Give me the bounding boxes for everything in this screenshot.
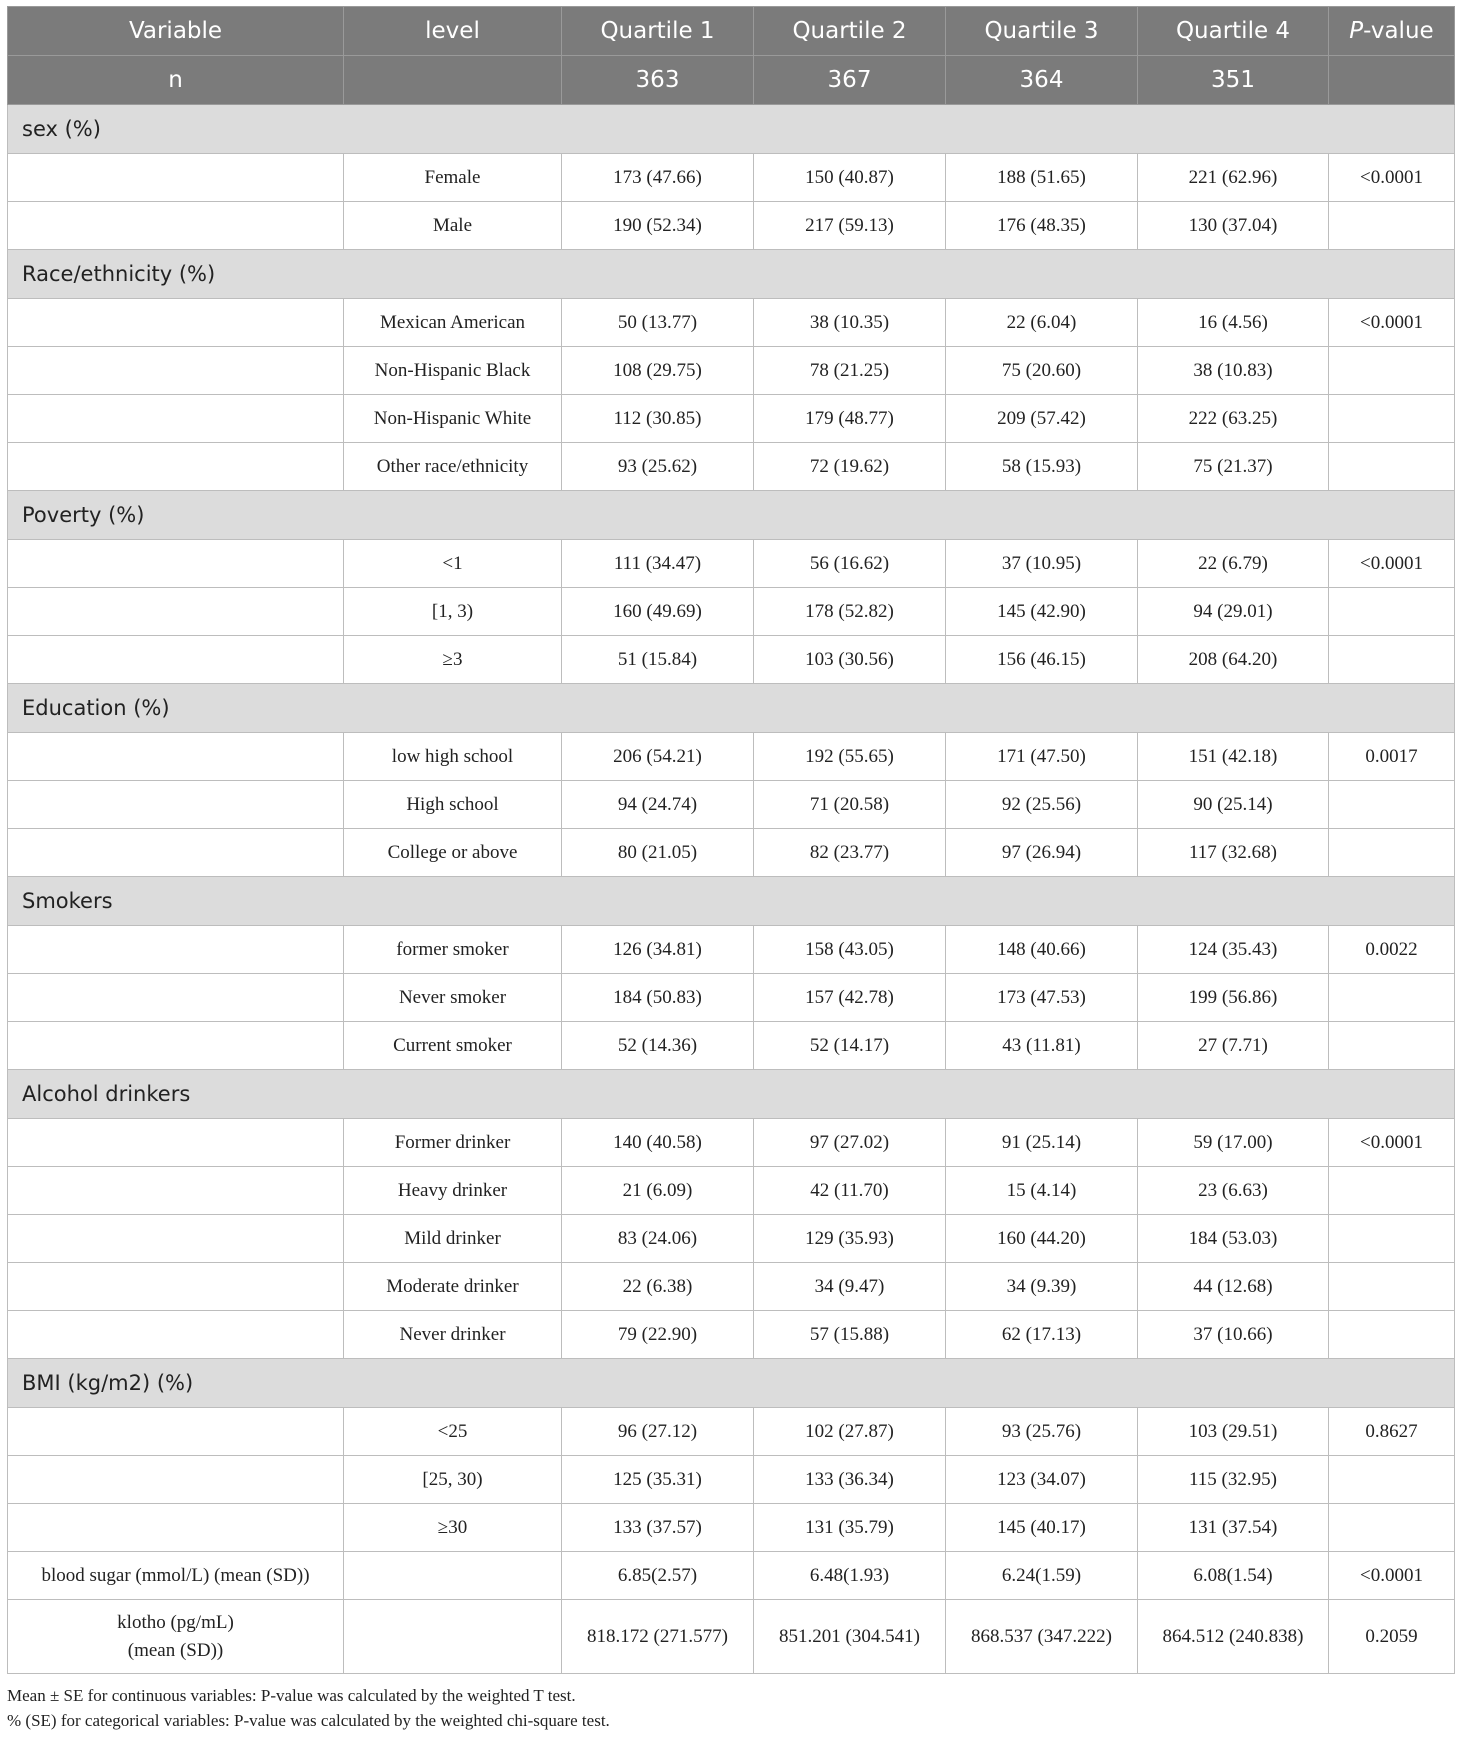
cell-p-value: [1329, 202, 1455, 250]
section-row: [8, 105, 1455, 154]
cell-variable: [8, 1456, 344, 1504]
cell-quartile-1: 52 (14.36): [562, 1022, 754, 1070]
table-row: [8, 733, 1455, 781]
cell-p-value: [1329, 347, 1455, 395]
cell-quartile-4: 22 (6.79): [1138, 540, 1329, 588]
cell-quartile-2: 6.48(1.93): [754, 1552, 946, 1600]
cell-quartile-4: 37 (10.66): [1138, 1311, 1329, 1359]
cell-variable: [8, 1167, 344, 1215]
table-row: [8, 1504, 1455, 1552]
cell-quartile-4: 130 (37.04): [1138, 202, 1329, 250]
cell-quartile-1: 94 (24.74): [562, 781, 754, 829]
cell-quartile-2: 97 (27.02): [754, 1119, 946, 1167]
cell-quartile-1: 50 (13.77): [562, 299, 754, 347]
cell-quartile-2: 217 (59.13): [754, 202, 946, 250]
cell-quartile-1: 818.172 (271.577): [562, 1600, 754, 1674]
cell-quartile-3: 34 (9.39): [946, 1263, 1138, 1311]
cell-p-value: [1329, 1215, 1455, 1263]
section-row: [8, 250, 1455, 299]
header-row: [8, 7, 1455, 56]
table-row: [8, 1263, 1455, 1311]
cell-p-value: [1329, 443, 1455, 491]
cell-quartile-4: 115 (32.95): [1138, 1456, 1329, 1504]
cell-quartile-2: 72 (19.62): [754, 443, 946, 491]
cell-level: <1: [344, 540, 562, 588]
table-row: [8, 1215, 1455, 1263]
cell-quartile-1: 6.85(2.57): [562, 1552, 754, 1600]
cell-level: [25, 30): [344, 1456, 562, 1504]
cell-quartile-2: 38 (10.35): [754, 299, 946, 347]
cell-quartile-3: 188 (51.65): [946, 154, 1138, 202]
cell-quartile-1: 79 (22.90): [562, 1311, 754, 1359]
cell-quartile-1: 160 (49.69): [562, 588, 754, 636]
cell-variable: [8, 1215, 344, 1263]
cell-quartile-2: 42 (11.70): [754, 1167, 946, 1215]
cell-p-value: [1329, 395, 1455, 443]
table-footnotes: [7, 1683, 1454, 1733]
cell-variable: [8, 926, 344, 974]
cell-quartile-4: 103 (29.51): [1138, 1408, 1329, 1456]
cell-level: Other race/ethnicity: [344, 443, 562, 491]
section-label: Smokers: [8, 877, 1455, 926]
cell-level: [344, 1552, 562, 1600]
table-row: [8, 202, 1455, 250]
cell-quartile-3: 62 (17.13): [946, 1311, 1138, 1359]
cell-quartile-2: 851.201 (304.541): [754, 1600, 946, 1674]
cell-level: former smoker: [344, 926, 562, 974]
cell-quartile-3: 123 (34.07): [946, 1456, 1138, 1504]
cell-variable: [8, 1600, 344, 1674]
cell-quartile-1: 22 (6.38): [562, 1263, 754, 1311]
cell-level: Moderate drinker: [344, 1263, 562, 1311]
section-label: Race/ethnicity (%): [8, 250, 1455, 299]
cell-quartile-3: 75 (20.60): [946, 347, 1138, 395]
cell-quartile-2: 78 (21.25): [754, 347, 946, 395]
header-quartile-3: Quartile 3: [946, 7, 1138, 56]
table-row: [8, 829, 1455, 877]
cell-quartile-4: 131 (37.54): [1138, 1504, 1329, 1552]
n-quartile-1: 363: [562, 56, 754, 105]
cell-quartile-3: 6.24(1.59): [946, 1552, 1138, 1600]
header-quartile-2: Quartile 2: [754, 7, 946, 56]
cell-level: Non-Hispanic Black: [344, 347, 562, 395]
table-row: [8, 781, 1455, 829]
cell-variable: [8, 540, 344, 588]
cell-quartile-1: 111 (34.47): [562, 540, 754, 588]
cell-quartile-1: 51 (15.84): [562, 636, 754, 684]
cell-quartile-1: 173 (47.66): [562, 154, 754, 202]
cell-quartile-4: 864.512 (240.838): [1138, 1600, 1329, 1674]
cell-quartile-1: 125 (35.31): [562, 1456, 754, 1504]
cell-quartile-2: 178 (52.82): [754, 588, 946, 636]
n-quartile-4: 351: [1138, 56, 1329, 105]
cell-quartile-3: 171 (47.50): [946, 733, 1138, 781]
cell-quartile-4: 75 (21.37): [1138, 443, 1329, 491]
cell-level: ≥3: [344, 636, 562, 684]
cell-quartile-4: 199 (56.86): [1138, 974, 1329, 1022]
cell-quartile-2: 102 (27.87): [754, 1408, 946, 1456]
cell-quartile-2: 71 (20.58): [754, 781, 946, 829]
cell-level: Female: [344, 154, 562, 202]
cell-quartile-4: 16 (4.56): [1138, 299, 1329, 347]
cell-quartile-3: 156 (46.15): [946, 636, 1138, 684]
cell-quartile-3: 97 (26.94): [946, 829, 1138, 877]
cell-variable: [8, 1504, 344, 1552]
header-p-value: P-value: [1329, 7, 1455, 56]
cell-line: (mean (SD)): [127, 1639, 224, 1661]
table-row: [8, 443, 1455, 491]
cell-quartile-4: 124 (35.43): [1138, 926, 1329, 974]
table-row: [8, 1408, 1455, 1456]
cell-quartile-2: 57 (15.88): [754, 1311, 946, 1359]
characteristics-table: [7, 6, 1455, 1674]
table-row: [8, 154, 1455, 202]
cell-level: College or above: [344, 829, 562, 877]
table-row: [8, 1311, 1455, 1359]
cell-quartile-4: 151 (42.18): [1138, 733, 1329, 781]
cell-variable: [8, 1022, 344, 1070]
cell-quartile-2: 158 (43.05): [754, 926, 946, 974]
cell-quartile-4: 6.08(1.54): [1138, 1552, 1329, 1600]
cell-variable: [8, 636, 344, 684]
cell-quartile-4: 38 (10.83): [1138, 347, 1329, 395]
footnote: % (SE) for categorical variables: P-value was calculated by the weighted chi-square test.: [7, 1711, 610, 1730]
n-variable: n: [8, 56, 344, 105]
cell-quartile-2: 192 (55.65): [754, 733, 946, 781]
cell-level: Mild drinker: [344, 1215, 562, 1263]
cell-quartile-2: 129 (35.93): [754, 1215, 946, 1263]
cell-variable: [8, 1263, 344, 1311]
cell-quartile-3: 93 (25.76): [946, 1408, 1138, 1456]
cell-quartile-4: 208 (64.20): [1138, 636, 1329, 684]
cell-quartile-2: 179 (48.77): [754, 395, 946, 443]
cell-level: Non-Hispanic White: [344, 395, 562, 443]
cell-level: Male: [344, 202, 562, 250]
section-row: [8, 877, 1455, 926]
cell-quartile-1: 206 (54.21): [562, 733, 754, 781]
cell-quartile-1: 108 (29.75): [562, 347, 754, 395]
table-row: [8, 1552, 1455, 1600]
cell-quartile-4: 44 (12.68): [1138, 1263, 1329, 1311]
section-label: Education (%): [8, 684, 1455, 733]
cell-level: [344, 1600, 562, 1674]
n-level: [344, 56, 562, 105]
cell-quartile-1: 83 (24.06): [562, 1215, 754, 1263]
cell-p-value: <0.0001: [1329, 1119, 1455, 1167]
cell-quartile-1: 96 (27.12): [562, 1408, 754, 1456]
cell-p-value: <0.0001: [1329, 299, 1455, 347]
cell-variable: [8, 1408, 344, 1456]
cell-p-value: [1329, 1311, 1455, 1359]
cell-quartile-1: 140 (40.58): [562, 1119, 754, 1167]
cell-quartile-1: 190 (52.34): [562, 202, 754, 250]
cell-p-value: [1329, 781, 1455, 829]
cell-quartile-3: 209 (57.42): [946, 395, 1138, 443]
cell-quartile-4: 222 (63.25): [1138, 395, 1329, 443]
cell-quartile-3: 43 (11.81): [946, 1022, 1138, 1070]
cell-quartile-2: 157 (42.78): [754, 974, 946, 1022]
cell-quartile-4: 94 (29.01): [1138, 588, 1329, 636]
cell-p-value: 0.0022: [1329, 926, 1455, 974]
cell-quartile-1: 21 (6.09): [562, 1167, 754, 1215]
table-row: [8, 1600, 1455, 1674]
table-row: [8, 1022, 1455, 1070]
cell-variable: [8, 395, 344, 443]
cell-p-value: <0.0001: [1329, 154, 1455, 202]
cell-p-value: [1329, 1504, 1455, 1552]
table-row: [8, 540, 1455, 588]
cell-level: low high school: [344, 733, 562, 781]
cell-p-value: 0.0017: [1329, 733, 1455, 781]
header-quartile-4: Quartile 4: [1138, 7, 1329, 56]
n-quartile-3: 364: [946, 56, 1138, 105]
cell-level: Never smoker: [344, 974, 562, 1022]
table-row: [8, 1119, 1455, 1167]
cell-quartile-3: 173 (47.53): [946, 974, 1138, 1022]
cell-quartile-2: 52 (14.17): [754, 1022, 946, 1070]
cell-quartile-3: 58 (15.93): [946, 443, 1138, 491]
header-quartile-1: Quartile 1: [562, 7, 754, 56]
cell-level: <25: [344, 1408, 562, 1456]
section-row: [8, 1359, 1455, 1408]
cell-quartile-4: 90 (25.14): [1138, 781, 1329, 829]
cell-variable: [8, 299, 344, 347]
cell-quartile-2: 150 (40.87): [754, 154, 946, 202]
cell-quartile-4: 221 (62.96): [1138, 154, 1329, 202]
cell-quartile-2: 56 (16.62): [754, 540, 946, 588]
table-row: [8, 974, 1455, 1022]
cell-quartile-1: 133 (37.57): [562, 1504, 754, 1552]
cell-p-value: 0.2059: [1329, 1600, 1455, 1674]
cell-p-value: [1329, 829, 1455, 877]
cell-quartile-4: 27 (7.71): [1138, 1022, 1329, 1070]
cell-level: Never drinker: [344, 1311, 562, 1359]
cell-variable: [8, 588, 344, 636]
cell-level: ≥30: [344, 1504, 562, 1552]
table-row: [8, 588, 1455, 636]
table-row: [8, 347, 1455, 395]
table-row: [8, 926, 1455, 974]
table-row: [8, 636, 1455, 684]
cell-line: klotho (pg/mL): [117, 1611, 234, 1633]
cell-p-value: [1329, 636, 1455, 684]
cell-level: Mexican American: [344, 299, 562, 347]
cell-p-value: [1329, 974, 1455, 1022]
cell-quartile-3: 37 (10.95): [946, 540, 1138, 588]
cell-level: High school: [344, 781, 562, 829]
table-row: [8, 1456, 1455, 1504]
header-variable: Variable: [8, 7, 344, 56]
cell-quartile-3: 91 (25.14): [946, 1119, 1138, 1167]
section-label: sex (%): [8, 105, 1455, 154]
cell-variable: [8, 347, 344, 395]
cell-p-value: <0.0001: [1329, 540, 1455, 588]
table-row: [8, 395, 1455, 443]
cell-variable: [8, 443, 344, 491]
cell-quartile-2: 131 (35.79): [754, 1504, 946, 1552]
table-row: [8, 299, 1455, 347]
cell-quartile-1: 93 (25.62): [562, 443, 754, 491]
cell-p-value: 0.8627: [1329, 1408, 1455, 1456]
cell-quartile-4: 117 (32.68): [1138, 829, 1329, 877]
cell-quartile-1: 184 (50.83): [562, 974, 754, 1022]
cell-quartile-1: 112 (30.85): [562, 395, 754, 443]
section-label: Poverty (%): [8, 491, 1455, 540]
cell-variable: [8, 733, 344, 781]
cell-variable: [8, 1311, 344, 1359]
cell-level: [1, 3): [344, 588, 562, 636]
cell-quartile-3: 868.537 (347.222): [946, 1600, 1138, 1674]
cell-quartile-2: 103 (30.56): [754, 636, 946, 684]
section-label: BMI (kg/m2) (%): [8, 1359, 1455, 1408]
footnote: Mean ± SE for continuous variables: P-value was calculated by the weighted T test.: [7, 1686, 576, 1705]
cell-variable: [8, 154, 344, 202]
cell-variable: [8, 202, 344, 250]
cell-variable: [8, 974, 344, 1022]
section-row: [8, 491, 1455, 540]
cell-p-value: [1329, 588, 1455, 636]
n-quartile-2: 367: [754, 56, 946, 105]
cell-quartile-4: 59 (17.00): [1138, 1119, 1329, 1167]
n-p-value: [1329, 56, 1455, 105]
section-row: [8, 1070, 1455, 1119]
cell-quartile-3: 92 (25.56): [946, 781, 1138, 829]
cell-p-value: [1329, 1167, 1455, 1215]
cell-p-value: [1329, 1022, 1455, 1070]
cell-quartile-3: 145 (40.17): [946, 1504, 1138, 1552]
cell-quartile-3: 148 (40.66): [946, 926, 1138, 974]
cell-p-value: <0.0001: [1329, 1552, 1455, 1600]
cell-quartile-3: 145 (42.90): [946, 588, 1138, 636]
cell-quartile-4: 23 (6.63): [1138, 1167, 1329, 1215]
cell-level: Heavy drinker: [344, 1167, 562, 1215]
cell-quartile-4: 184 (53.03): [1138, 1215, 1329, 1263]
cell-quartile-3: 176 (48.35): [946, 202, 1138, 250]
section-label: Alcohol drinkers: [8, 1070, 1455, 1119]
table-row: [8, 1167, 1455, 1215]
cell-p-value: [1329, 1456, 1455, 1504]
cell-quartile-3: 15 (4.14): [946, 1167, 1138, 1215]
n-row: [8, 56, 1455, 105]
cell-variable: [8, 781, 344, 829]
cell-p-value: [1329, 1263, 1455, 1311]
section-row: [8, 684, 1455, 733]
cell-quartile-3: 160 (44.20): [946, 1215, 1138, 1263]
cell-variable: blood sugar (mmol/L) (mean (SD)): [8, 1552, 344, 1600]
cell-quartile-3: 22 (6.04): [946, 299, 1138, 347]
cell-level: Current smoker: [344, 1022, 562, 1070]
table-container: [7, 6, 1454, 1733]
cell-quartile-2: 34 (9.47): [754, 1263, 946, 1311]
cell-quartile-1: 80 (21.05): [562, 829, 754, 877]
header-level: level: [344, 7, 562, 56]
cell-quartile-2: 82 (23.77): [754, 829, 946, 877]
cell-quartile-1: 126 (34.81): [562, 926, 754, 974]
cell-quartile-2: 133 (36.34): [754, 1456, 946, 1504]
cell-level: Former drinker: [344, 1119, 562, 1167]
cell-variable: [8, 1119, 344, 1167]
cell-variable: [8, 829, 344, 877]
